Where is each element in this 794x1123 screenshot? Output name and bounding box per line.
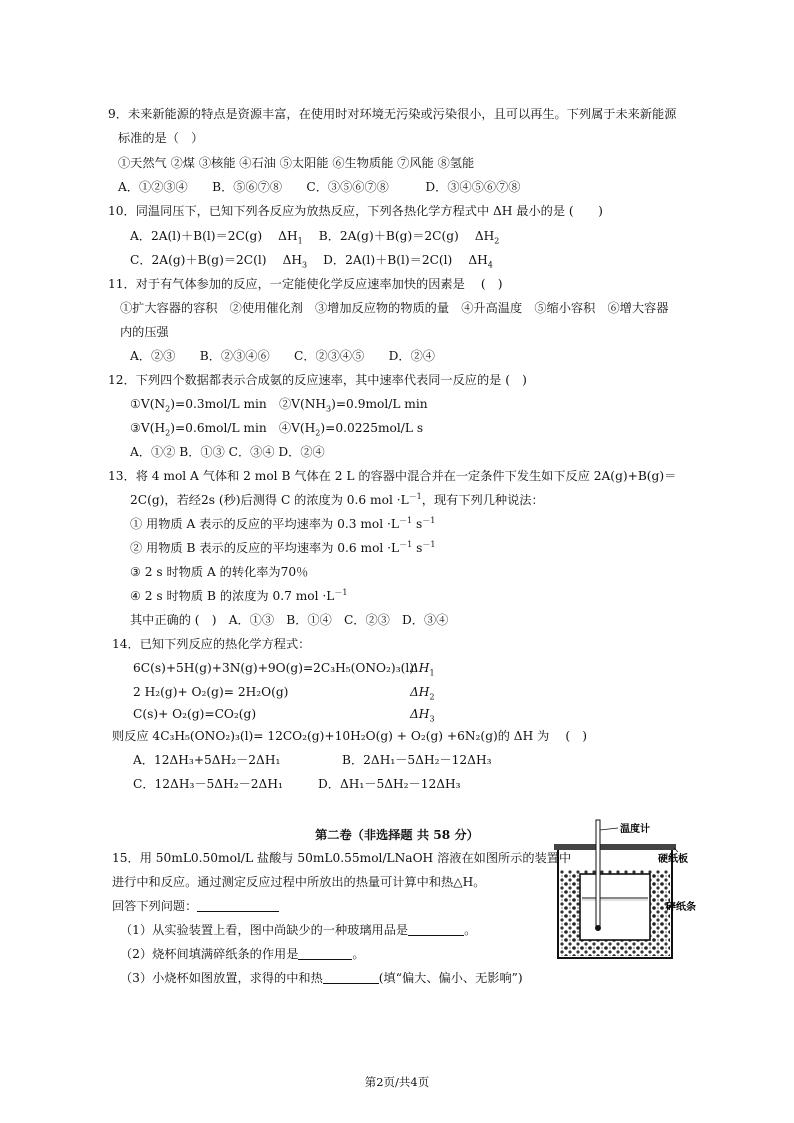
- q9-options: A．①②③④ B．⑤⑥⑦⑧ C．③⑤⑥⑦⑧ D．③④⑤⑥⑦⑧: [118, 180, 521, 194]
- superscript: －1: [422, 515, 436, 525]
- answer-blank-3[interactable]: [323, 971, 379, 984]
- q10-line1: 10．同温同压下，已知下列各反应为放热反应，下列各热化学方程式中 ΔH 最小的是 ( ): [108, 204, 603, 218]
- text: ① 用物质 A 表示的反应的平均速率为 0.3 mol ·L: [130, 517, 399, 531]
- text: ΔH: [410, 707, 430, 721]
- answer-blank-1[interactable]: [408, 923, 464, 936]
- text: （2）烧杯间填满碎纸条的作用是: [120, 947, 299, 961]
- superscript: －1: [334, 587, 348, 597]
- q11-options: A．②③ B．②③④⑥ C．②③④⑤ D．②④: [130, 349, 435, 363]
- leader-line: [600, 828, 618, 830]
- q10-option-d: D．2A(l)＋B(l)＝2C(l) ΔH: [307, 253, 488, 267]
- text: ② 用物质 B 表示的反应的平均速率为 0.6 mol ·L: [130, 541, 400, 555]
- subscript: 2: [165, 404, 171, 414]
- q14-target-reaction: 则反应 4C₃H₅(ONO₂)₃(l)= 12CO₂(g)+10H₂O(g) + O₂(g) +6N₂(g)的 ΔH 为 ( ): [112, 729, 588, 743]
- text: 。: [352, 947, 365, 961]
- q14-dh2: [410, 684, 435, 700]
- q15-line2: 进行中和反应。通过测定反应过程中所放出的热量可计算中和热△H。: [112, 875, 486, 889]
- answer-blank[interactable]: [197, 899, 279, 912]
- q12-rates-34: [130, 420, 423, 436]
- subscript: 2: [429, 692, 435, 702]
- q10-options-cd: [130, 252, 493, 268]
- subscript: 4: [487, 260, 493, 270]
- cardboard-label: 硬纸板: [658, 854, 688, 865]
- q12-rates-12: [130, 396, 428, 412]
- subscript: 1: [297, 236, 303, 246]
- text: ③V(H: [130, 421, 166, 435]
- thermometer-bulb: [595, 925, 601, 931]
- text: ΔH: [410, 661, 430, 675]
- text: 回答下列问题：: [112, 899, 198, 913]
- superscript: －1: [422, 539, 436, 549]
- q14-dh1: [410, 660, 435, 676]
- q10-option-a: A．2A(l)＋B(l)＝2C(g) ΔH: [130, 229, 298, 243]
- text: 2C(g)，若经2s (秒)后测得 C 的浓度为 0.6 mol ·L: [130, 493, 409, 507]
- q13-statement-3: ③ 2 s 时物质 A 的转化率为70％: [130, 565, 309, 579]
- superscript: －1: [408, 491, 422, 501]
- q13-line1: 13．将 4 mol A 气体和 2 mol B 气体在 2 L 的容器中混合并在一定条件下发生如下反应 2A(g)+B(g)＝: [108, 469, 677, 483]
- q10-option-b: B．2A(g)＋B(g)＝2C(g) ΔH: [302, 229, 495, 243]
- q15-line1: 15．用 50mL0.50mol/L 盐酸与 50mL0.55mol/LNaOH 溶液在如图所示的装置中: [112, 851, 572, 865]
- q14-dh3: [410, 706, 435, 722]
- q13-statement-1: [130, 516, 435, 532]
- q10-option-c: C．2A(g)＋B(g)＝2C(l) ΔH: [130, 253, 302, 267]
- q9-line1: 9．未来新能源的特点是资源丰富，在使用时对环境无污染或污染很小，且可以再生。下列属于未来新能源: [108, 107, 677, 121]
- q14-line1: 14．已知下列反应的热化学方程式：: [112, 637, 311, 651]
- text: 。: [464, 923, 477, 937]
- q14-option-a: A．12ΔH₃+5ΔH₂－2ΔH₁: [133, 753, 281, 767]
- q15-part1: [120, 922, 476, 938]
- q15-part3: [120, 970, 523, 986]
- q13-statement-2: [130, 540, 435, 556]
- inner-beaker: [580, 874, 650, 940]
- text: (填“偏大、偏小、无影响”): [378, 971, 523, 985]
- q15-part2: [120, 946, 365, 962]
- q15-line3: [112, 898, 279, 914]
- answer-blank-2[interactable]: [298, 947, 352, 960]
- text: ④ 2 s 时物质 B 的浓度为 0.7 mol ·L: [130, 589, 335, 603]
- q14-option-b: B．2ΔH₁－5ΔH₂－12ΔH₃: [342, 753, 492, 767]
- subscript: 3: [302, 260, 308, 270]
- text: s: [412, 541, 423, 555]
- subscript: 2: [165, 428, 171, 438]
- q9-choices: ①天然气 ②煤 ③核能 ④石油 ⑤太阳能 ⑥生物质能 ⑦风能 ⑧氢能: [118, 156, 475, 170]
- paper-label: 碎纸条: [666, 902, 696, 913]
- q13-line2: [130, 492, 544, 508]
- q12-line1: 12．下列四个数据都表示合成氨的反应速率，其中速率代表同一反应的是 ( ): [108, 373, 527, 387]
- q13-options: 其中正确的 ( ) A．①③ B．①④ C．②③ D．③④: [130, 613, 449, 627]
- calorimeter-figure: [548, 818, 708, 966]
- text: ①V(N: [130, 397, 166, 411]
- text: )=0.3mol/L min ②V(NH: [170, 397, 326, 411]
- q14-option-d: D．ΔH₁－5ΔH₂－12ΔH₃: [318, 777, 461, 791]
- text: )=0.9mol/L min: [331, 397, 428, 411]
- subscript: 1: [429, 668, 435, 678]
- subscript: 2: [494, 236, 500, 246]
- q13-statement-4: [130, 588, 347, 604]
- subscript: 2: [315, 428, 321, 438]
- q14-equation-1: 6C(s)+5H(g)+3N(g)+9O(g)=2C₃H₅(ONO₂)₃(l): [133, 661, 414, 675]
- text: （1）从实验装置上看，图中尚缺少的一种玻璃用品是: [120, 923, 409, 937]
- q14-equation-2: 2 H₂(g)+ O₂(g)= 2H₂O(g): [133, 685, 289, 699]
- subscript: 3: [429, 714, 435, 724]
- text: )=0.6mol/L min ④V(H: [170, 421, 316, 435]
- thermometer-label: 温度计: [620, 824, 650, 835]
- section-title: 第二卷（非选择题 共 58 分）: [315, 828, 479, 842]
- q14-equation-3: C(s)+ O₂(g)=CO₂(g): [133, 707, 257, 721]
- q11-line2: ①扩大容器的容积 ②使用催化剂 ③增加反应物的物质的量 ④升高温度 ⑤缩小容积 ⑥增大容器: [120, 301, 669, 315]
- q12-options: A．①② B．①③ C．③④ D．②④: [130, 445, 325, 459]
- q14-option-c: C．12ΔH₃－5ΔH₂－2ΔH₁: [133, 777, 283, 791]
- subscript: 3: [326, 404, 332, 414]
- q11-line3: 内的压强: [120, 325, 169, 339]
- thermometer: [596, 820, 600, 928]
- q11-line1: 11．对于有气体参加的反应，一定能使化学反应速率加快的因素是 ( ): [108, 277, 503, 291]
- page-footer: 第2页/共4页: [364, 1075, 430, 1089]
- superscript: －1: [399, 515, 413, 525]
- q10-options-ab: [130, 228, 499, 244]
- superscript: －1: [399, 539, 413, 549]
- text: s: [412, 517, 423, 531]
- text: （3）小烧杯如图放置，求得的中和热: [120, 971, 323, 985]
- cardboard-lid: [554, 844, 676, 850]
- text: )=0.0225mol/L s: [320, 421, 424, 435]
- q9-line2: 标准的是（ ）: [118, 131, 204, 145]
- text: ΔH: [410, 685, 430, 699]
- text: ，现有下列几种说法：: [421, 493, 544, 507]
